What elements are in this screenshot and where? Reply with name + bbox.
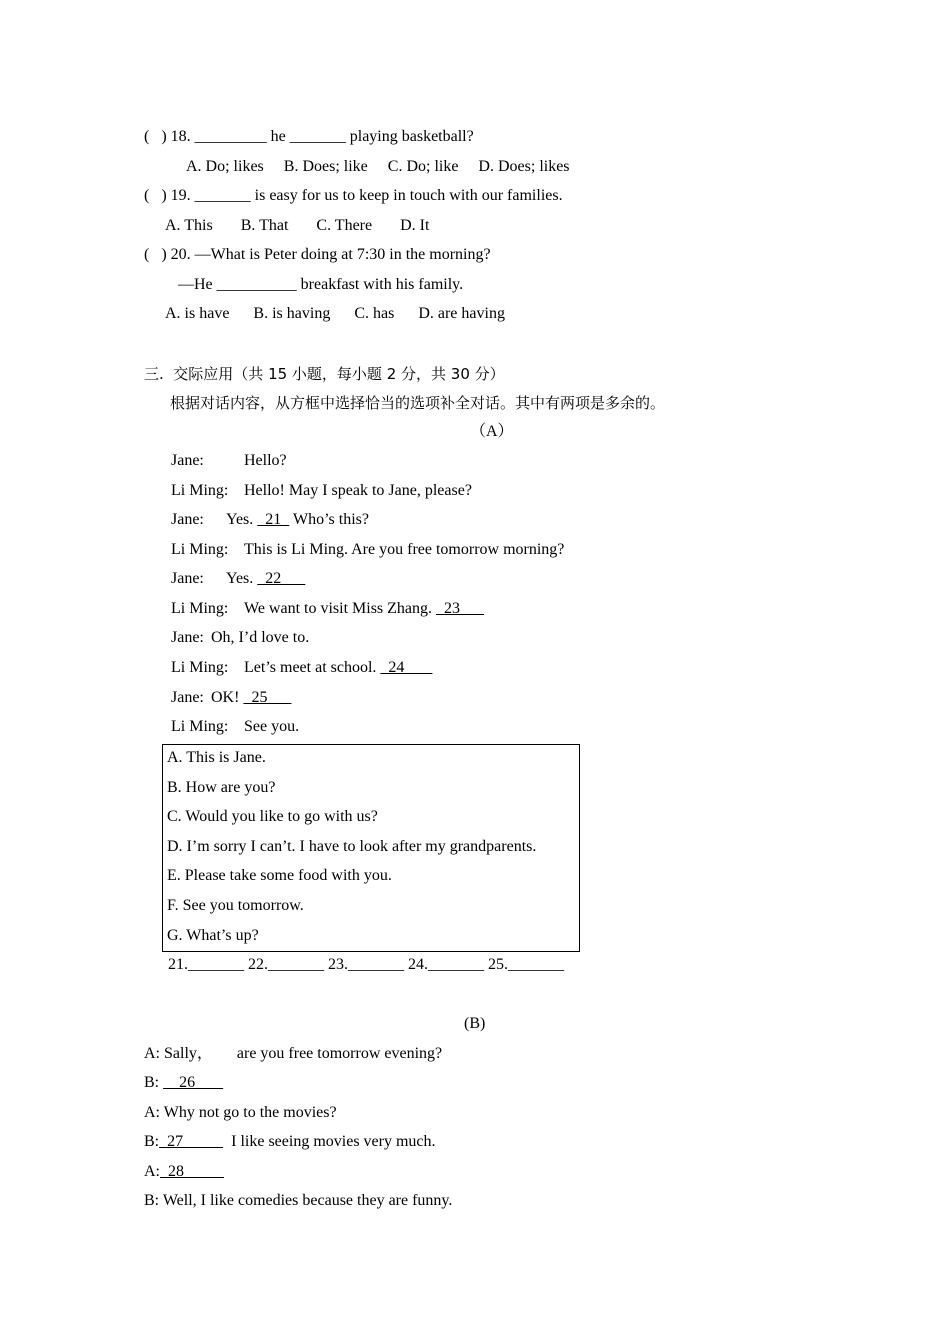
question-18-stem: ( ) 18. _________ he _______ playing basketball? bbox=[144, 128, 474, 145]
answer-blank: 24 bbox=[380, 659, 433, 676]
speech-pre: Yes. bbox=[226, 511, 258, 528]
answer-blank: 21 bbox=[257, 511, 290, 528]
dialogue-b-line bbox=[144, 1103, 337, 1123]
dialogue-b-line bbox=[144, 1191, 452, 1211]
answer-blank: 27 bbox=[159, 1133, 224, 1150]
section-title: 三. 交际应用（共 15 小题，每小题 2 分，共 30 分） bbox=[144, 365, 505, 383]
question-19-stem: ( ) 19. _______ is easy for us to keep in touch with our families. bbox=[144, 187, 563, 204]
dialogue-b-line bbox=[144, 1162, 224, 1182]
speaker-name: B: bbox=[144, 1192, 163, 1209]
speech-pre: Well, I like comedies because they are funny. bbox=[162, 1192, 453, 1209]
speaker-name: B: bbox=[144, 1074, 164, 1091]
speech-text bbox=[211, 628, 309, 648]
question-20-options: A. is have B. is having C. has D. are having bbox=[165, 305, 505, 322]
option-item: B. How are you? bbox=[167, 778, 276, 796]
speech-pre: Sally， are you free tomorrow evening? bbox=[164, 1045, 443, 1062]
options-box bbox=[162, 744, 580, 952]
speaker-name: A: bbox=[144, 1045, 164, 1062]
speech-post: Who’s this? bbox=[289, 511, 369, 528]
speaker-name: Jane: bbox=[171, 570, 204, 587]
answer-blank: 26 bbox=[163, 1074, 224, 1091]
speaker-name: Li Ming: bbox=[171, 482, 229, 499]
speech-pre: Why not go to the movies? bbox=[163, 1104, 337, 1121]
dialogue-b-line bbox=[144, 1073, 223, 1093]
answer-blank: 23 bbox=[436, 600, 485, 617]
speech-pre: Hello! May I speak to Jane, please? bbox=[244, 482, 472, 499]
speech-text bbox=[244, 481, 472, 501]
speaker-name: Li Ming: bbox=[171, 659, 229, 676]
speaker-name: Li Ming: bbox=[171, 600, 229, 617]
speech-pre: OK! bbox=[211, 689, 244, 706]
speech-text bbox=[244, 658, 432, 678]
speaker-name: Jane: bbox=[171, 452, 204, 469]
dialogue-b-line bbox=[144, 1132, 436, 1152]
speaker-name: Li Ming: bbox=[171, 541, 229, 558]
option-item: A. This is Jane. bbox=[167, 749, 266, 766]
option-item: D. I’m sorry I can’t. I have to look after my grandparents. bbox=[167, 837, 537, 855]
answer-blank: 22 bbox=[257, 570, 306, 587]
option-item: G. What’s up? bbox=[167, 926, 259, 944]
speech-text bbox=[244, 540, 564, 560]
option-item: C. Would you like to go with us? bbox=[167, 808, 378, 826]
speech-pre: Hello? bbox=[244, 452, 287, 469]
answer-line: 21._______ 22._______ 23._______ 24._______ 25._______ bbox=[168, 956, 564, 973]
speech-post: I like seeing movies very much. bbox=[223, 1133, 436, 1150]
speech-pre: Yes. bbox=[226, 570, 258, 587]
option-item: F. See you tomorrow. bbox=[167, 897, 304, 914]
section-instruction: 根据对话内容，从方框中选择恰当的选项补全对话。其中有两项是多余的。 bbox=[170, 394, 666, 412]
speaker-name: A: bbox=[144, 1104, 164, 1121]
speaker-name: B: bbox=[144, 1133, 160, 1150]
speech-text bbox=[244, 451, 287, 471]
dialogue-b-line bbox=[144, 1044, 442, 1064]
speaker-name: A: bbox=[144, 1163, 160, 1180]
speaker-name: Li Ming: bbox=[171, 718, 229, 735]
answer-blank: 25 bbox=[243, 689, 292, 706]
option-item: E. Please take some food with you. bbox=[167, 867, 392, 885]
speech-pre: See you. bbox=[244, 718, 300, 735]
question-18-options: A. Do; likes B. Does; like C. Do; like D. Does; likes bbox=[186, 158, 570, 175]
speech-pre: Oh, I’d love to. bbox=[211, 629, 310, 646]
answer-blank: 28 bbox=[160, 1163, 224, 1180]
question-20-stem: ( ) 20. —What is Peter doing at 7:30 in the morning? bbox=[144, 246, 491, 263]
speaker-name: Jane: bbox=[171, 629, 204, 646]
part-b-label: (B) bbox=[464, 1015, 486, 1032]
speech-pre: This is Li Ming. Are you free tomorrow morning? bbox=[244, 541, 565, 558]
speech-pre: Let’s meet at school. bbox=[244, 659, 381, 676]
question-19-options: A. This B. That C. There D. It bbox=[165, 217, 430, 234]
speech-pre: We want to visit Miss Zhang. bbox=[244, 600, 437, 617]
speech-text bbox=[226, 510, 369, 530]
speech-text bbox=[244, 599, 484, 619]
part-a-label: （A） bbox=[470, 423, 514, 440]
speech-text bbox=[211, 688, 291, 708]
speech-text bbox=[226, 569, 305, 589]
speaker-name: Jane: bbox=[171, 689, 204, 706]
speaker-name: Jane: bbox=[171, 511, 204, 528]
question-20-reply: —He __________ breakfast with his family. bbox=[178, 276, 464, 293]
speech-text bbox=[244, 717, 299, 737]
